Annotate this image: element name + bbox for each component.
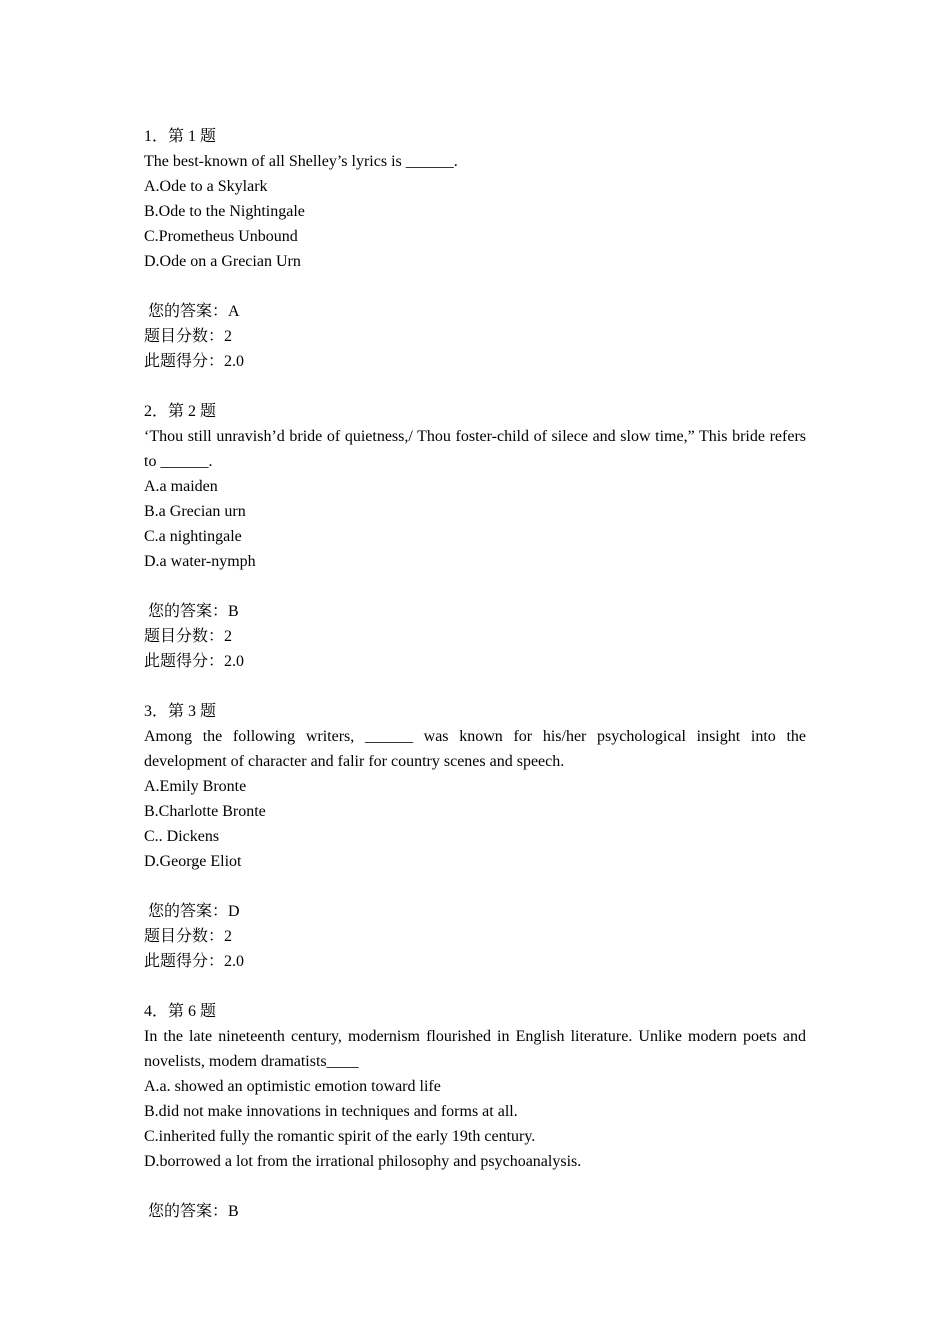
question-header: 2．第 2 题 (144, 403, 217, 420)
your-answer: 您的答案：A (148, 303, 240, 320)
spacer (144, 1174, 806, 1199)
question-header: 3．第 3 题 (144, 703, 217, 720)
document-page (144, 124, 806, 1224)
question-header: 1．第 1 题 (144, 128, 217, 145)
question-points: 题目分数：2 (144, 928, 233, 945)
option-d: D.Ode on a Grecian Urn (144, 253, 301, 270)
option-b: B.a Grecian urn (144, 503, 246, 520)
option-a: A.a maiden (144, 478, 218, 495)
option-b: B.did not make innovations in techniques and forms at all. (144, 1103, 518, 1120)
option-a: A.Emily Bronte (144, 778, 247, 795)
option-a: A.Ode to a Skylark (144, 178, 268, 195)
your-answer: 您的答案：D (148, 903, 240, 920)
question-score: 此题得分：2.0 (144, 653, 245, 670)
option-b: B.Ode to the Nightingale (144, 203, 305, 220)
question-stem: Among the following writers, ______ was known for his/her psychological insight into the development of character and falir for country scenes and speech. (144, 728, 806, 770)
question-4 (144, 999, 806, 1224)
option-d: D.George Eliot (144, 853, 242, 870)
option-c: C.inherited fully the romantic spirit of the early 19th century. (144, 1128, 536, 1145)
question-points: 题目分数：2 (144, 328, 233, 345)
spacer (144, 874, 806, 899)
question-stem: ‘Thou still unravish’d bride of quietness,/ Thou foster-child of silece and slow time,” This bride refers to ______. (144, 428, 806, 470)
question-2 (144, 399, 806, 699)
question-1 (144, 124, 806, 399)
your-answer: 您的答案：B (148, 603, 239, 620)
question-points: 题目分数：2 (144, 628, 233, 645)
question-stem: The best-known of all Shelley’s lyrics is ______. (144, 153, 458, 170)
spacer (144, 974, 806, 999)
option-c: C.Prometheus Unbound (144, 228, 298, 245)
your-answer: 您的答案：B (148, 1203, 239, 1220)
question-3 (144, 699, 806, 999)
option-b: B.Charlotte Bronte (144, 803, 266, 820)
option-d: D.borrowed a lot from the irrational philosophy and psychoanalysis. (144, 1153, 582, 1170)
question-stem: In the late nineteenth century, modernism flourished in English literature. Unlike modern poets and novelists, modem dramatists____ (144, 1028, 806, 1070)
spacer (144, 574, 806, 599)
option-c: C.a nightingale (144, 528, 242, 545)
spacer (144, 374, 806, 399)
question-score: 此题得分：2.0 (144, 953, 245, 970)
option-a: A.a. showed an optimistic emotion toward life (144, 1078, 441, 1095)
question-score: 此题得分：2.0 (144, 353, 245, 370)
spacer (144, 274, 806, 299)
option-c: C.. Dickens (144, 828, 220, 845)
spacer (144, 674, 806, 699)
question-header: 4．第 6 题 (144, 1003, 217, 1020)
option-d: D.a water-nymph (144, 553, 256, 570)
